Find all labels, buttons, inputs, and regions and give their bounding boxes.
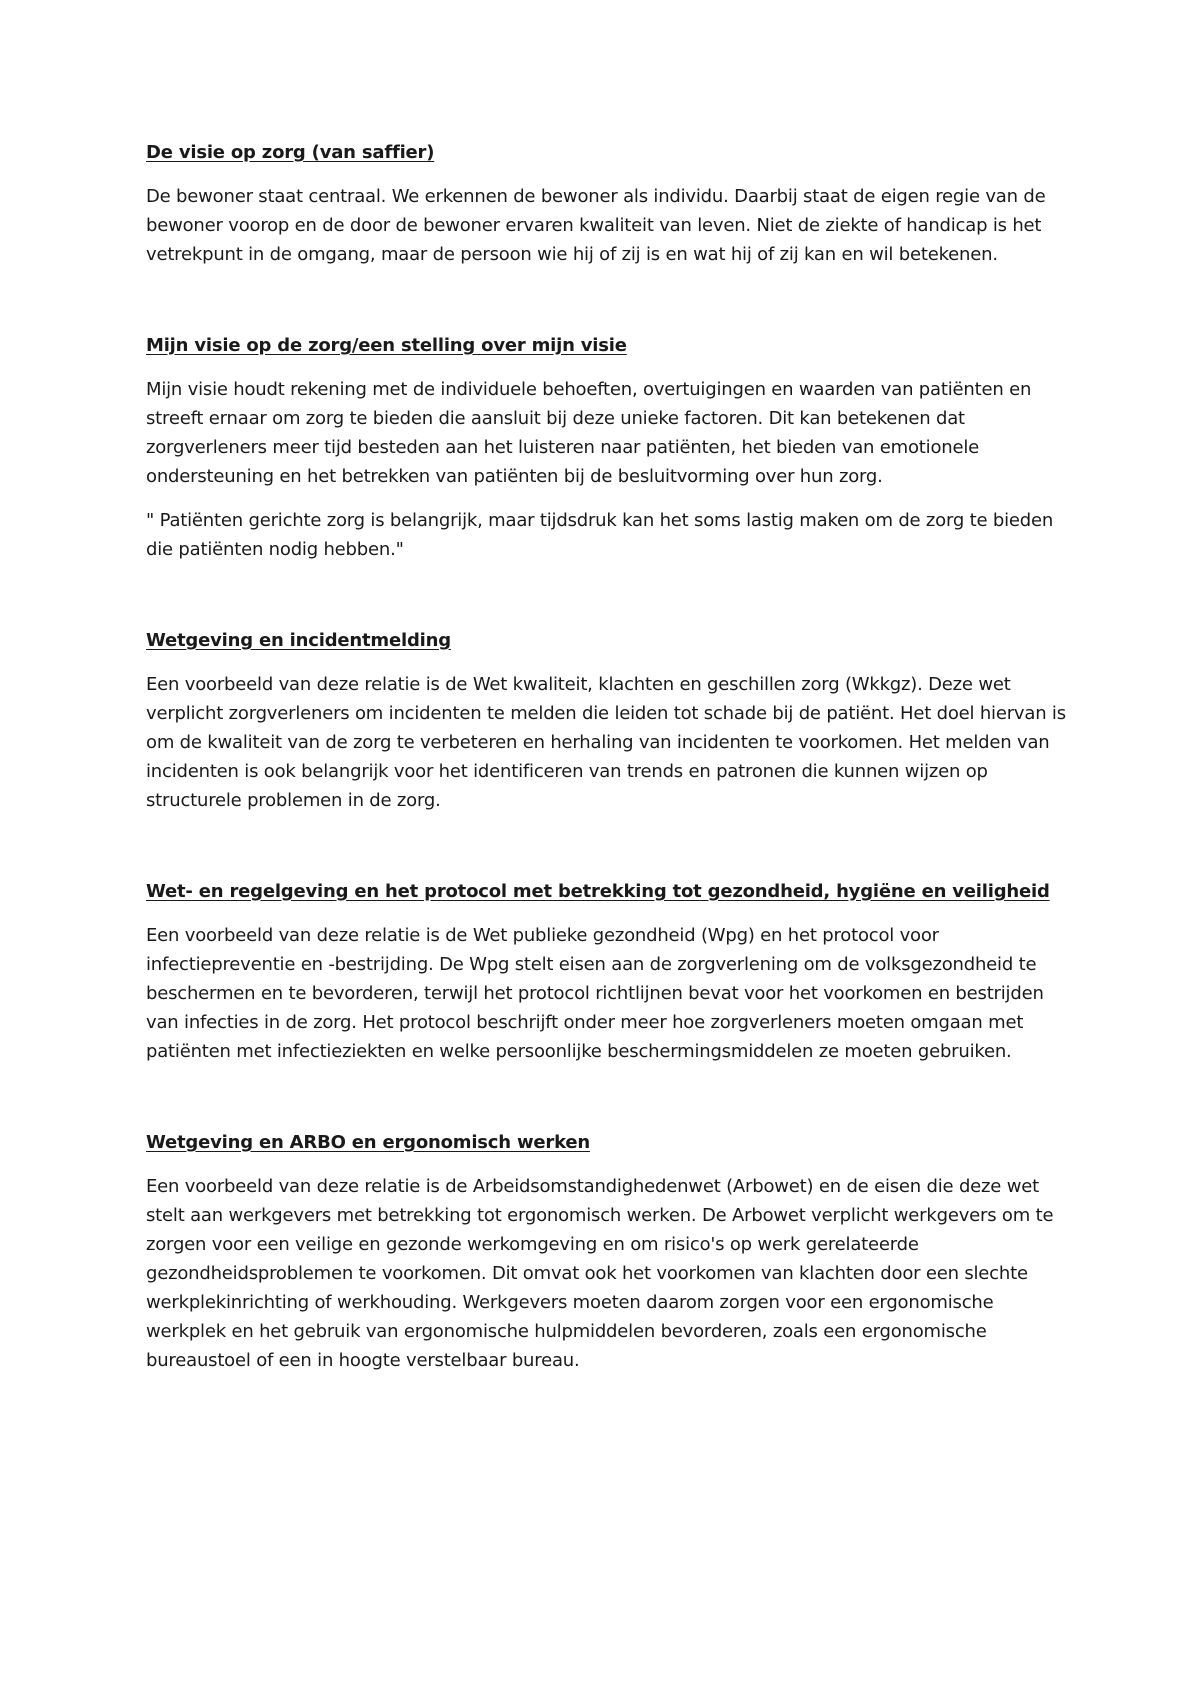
section-heading: De visie op zorg (van saffier) bbox=[146, 142, 435, 163]
quote-paragraph: " Patiënten gerichte zorg is belangrijk, maar tijdsdruk kan het soms lastig maken om de zorg te bieden die patiënten nodig hebben." bbox=[146, 510, 1054, 560]
section-mijn-visie bbox=[146, 331, 1076, 564]
section-spacer bbox=[146, 284, 1076, 331]
section-heading: Mijn visie op de zorg/een stelling over mijn visie bbox=[146, 335, 627, 356]
section-spacer bbox=[146, 579, 1076, 626]
section-paragraph: Een voorbeeld van deze relatie is de Arbeidsomstandighedenwet (Arbowet) en de eisen die deze wet stelt aan werkgevers met betrekking tot ergonomisch werken. De Arbowet verplicht werkgevers om te zorgen voor een veilige en gezonde werkomgeving en om risico's op werk gerelateerde gezondheidsproblemen te voorkomen. Dit omvat ook het voorkomen van klachten door een slechte werkplekinrichting of werkhouding. Werkgevers moeten daarom zorgen voor een ergonomische werkplek en het gebruik van ergonomische hulpmiddelen bevorderen, zoals een ergonomische bureaustoel of een in hoogte verstelbaar bureau. bbox=[146, 1176, 1054, 1371]
section-spacer bbox=[146, 1081, 1076, 1128]
document-page bbox=[146, 138, 1076, 1390]
section-heading: Wetgeving en ARBO en ergonomisch werken bbox=[146, 1132, 590, 1153]
section-paragraph: De bewoner staat centraal. We erkennen de bewoner als individu. Daarbij staat de eigen regie van de bewoner voorop en de door de bewoner ervaren kwaliteit van leven. Niet de ziekte of handicap is het vetrekpunt in de omgang, maar de persoon wie hij of zij is en wat hij of zij kan en wil betekenen. bbox=[146, 186, 1046, 265]
section-heading: Wet- en regelgeving en het protocol met betrekking tot gezondheid, hygiëne en veiligheid bbox=[146, 881, 1050, 902]
section-visie-zorg bbox=[146, 138, 1076, 269]
section-paragraph: Mijn visie houdt rekening met de individuele behoeften, overtuigingen en waarden van patiënten en streeft ernaar om zorg te bieden die aansluit bij deze unieke factoren. Dit kan betekenen dat zorgverleners meer tijd besteden aan het luisteren naar patiënten, het bieden van emotionele ondersteuning en het betrekken van patiënten bij de besluitvorming over hun zorg. bbox=[146, 379, 1032, 487]
section-arbo-ergonomie bbox=[146, 1128, 1076, 1375]
section-paragraph: Een voorbeeld van deze relatie is de Wet kwaliteit, klachten en geschillen zorg (Wkkgz). Deze wet verplicht zorgverleners om incidenten te melden die leiden tot schade bij de patiënt. Het doel hiervan is om de kwaliteit van de zorg te verbeteren en herhaling van incidenten te voorkomen. Het melden van incidenten is ook belangrijk voor het identificeren van trends en patronen die kunnen wijzen op structurele problemen in de zorg. bbox=[146, 674, 1066, 811]
section-gezondheid-hygiene bbox=[146, 877, 1076, 1066]
section-spacer bbox=[146, 830, 1076, 877]
section-incidentmelding bbox=[146, 626, 1076, 815]
section-heading: Wetgeving en incidentmelding bbox=[146, 630, 451, 651]
section-paragraph: Een voorbeeld van deze relatie is de Wet publieke gezondheid (Wpg) en het protocol voor infectiepreventie en -bestrijding. De Wpg stelt eisen aan de zorgverlening om de volksgezondheid te beschermen en te bevorderen, terwijl het protocol richtlijnen bevat voor het voorkomen en bestrijden van infecties in de zorg. Het protocol beschrijft onder meer hoe zorgverleners moeten omgaan met patiënten met infectieziekten en welke persoonlijke beschermingsmiddelen ze moeten gebruiken. bbox=[146, 925, 1044, 1062]
